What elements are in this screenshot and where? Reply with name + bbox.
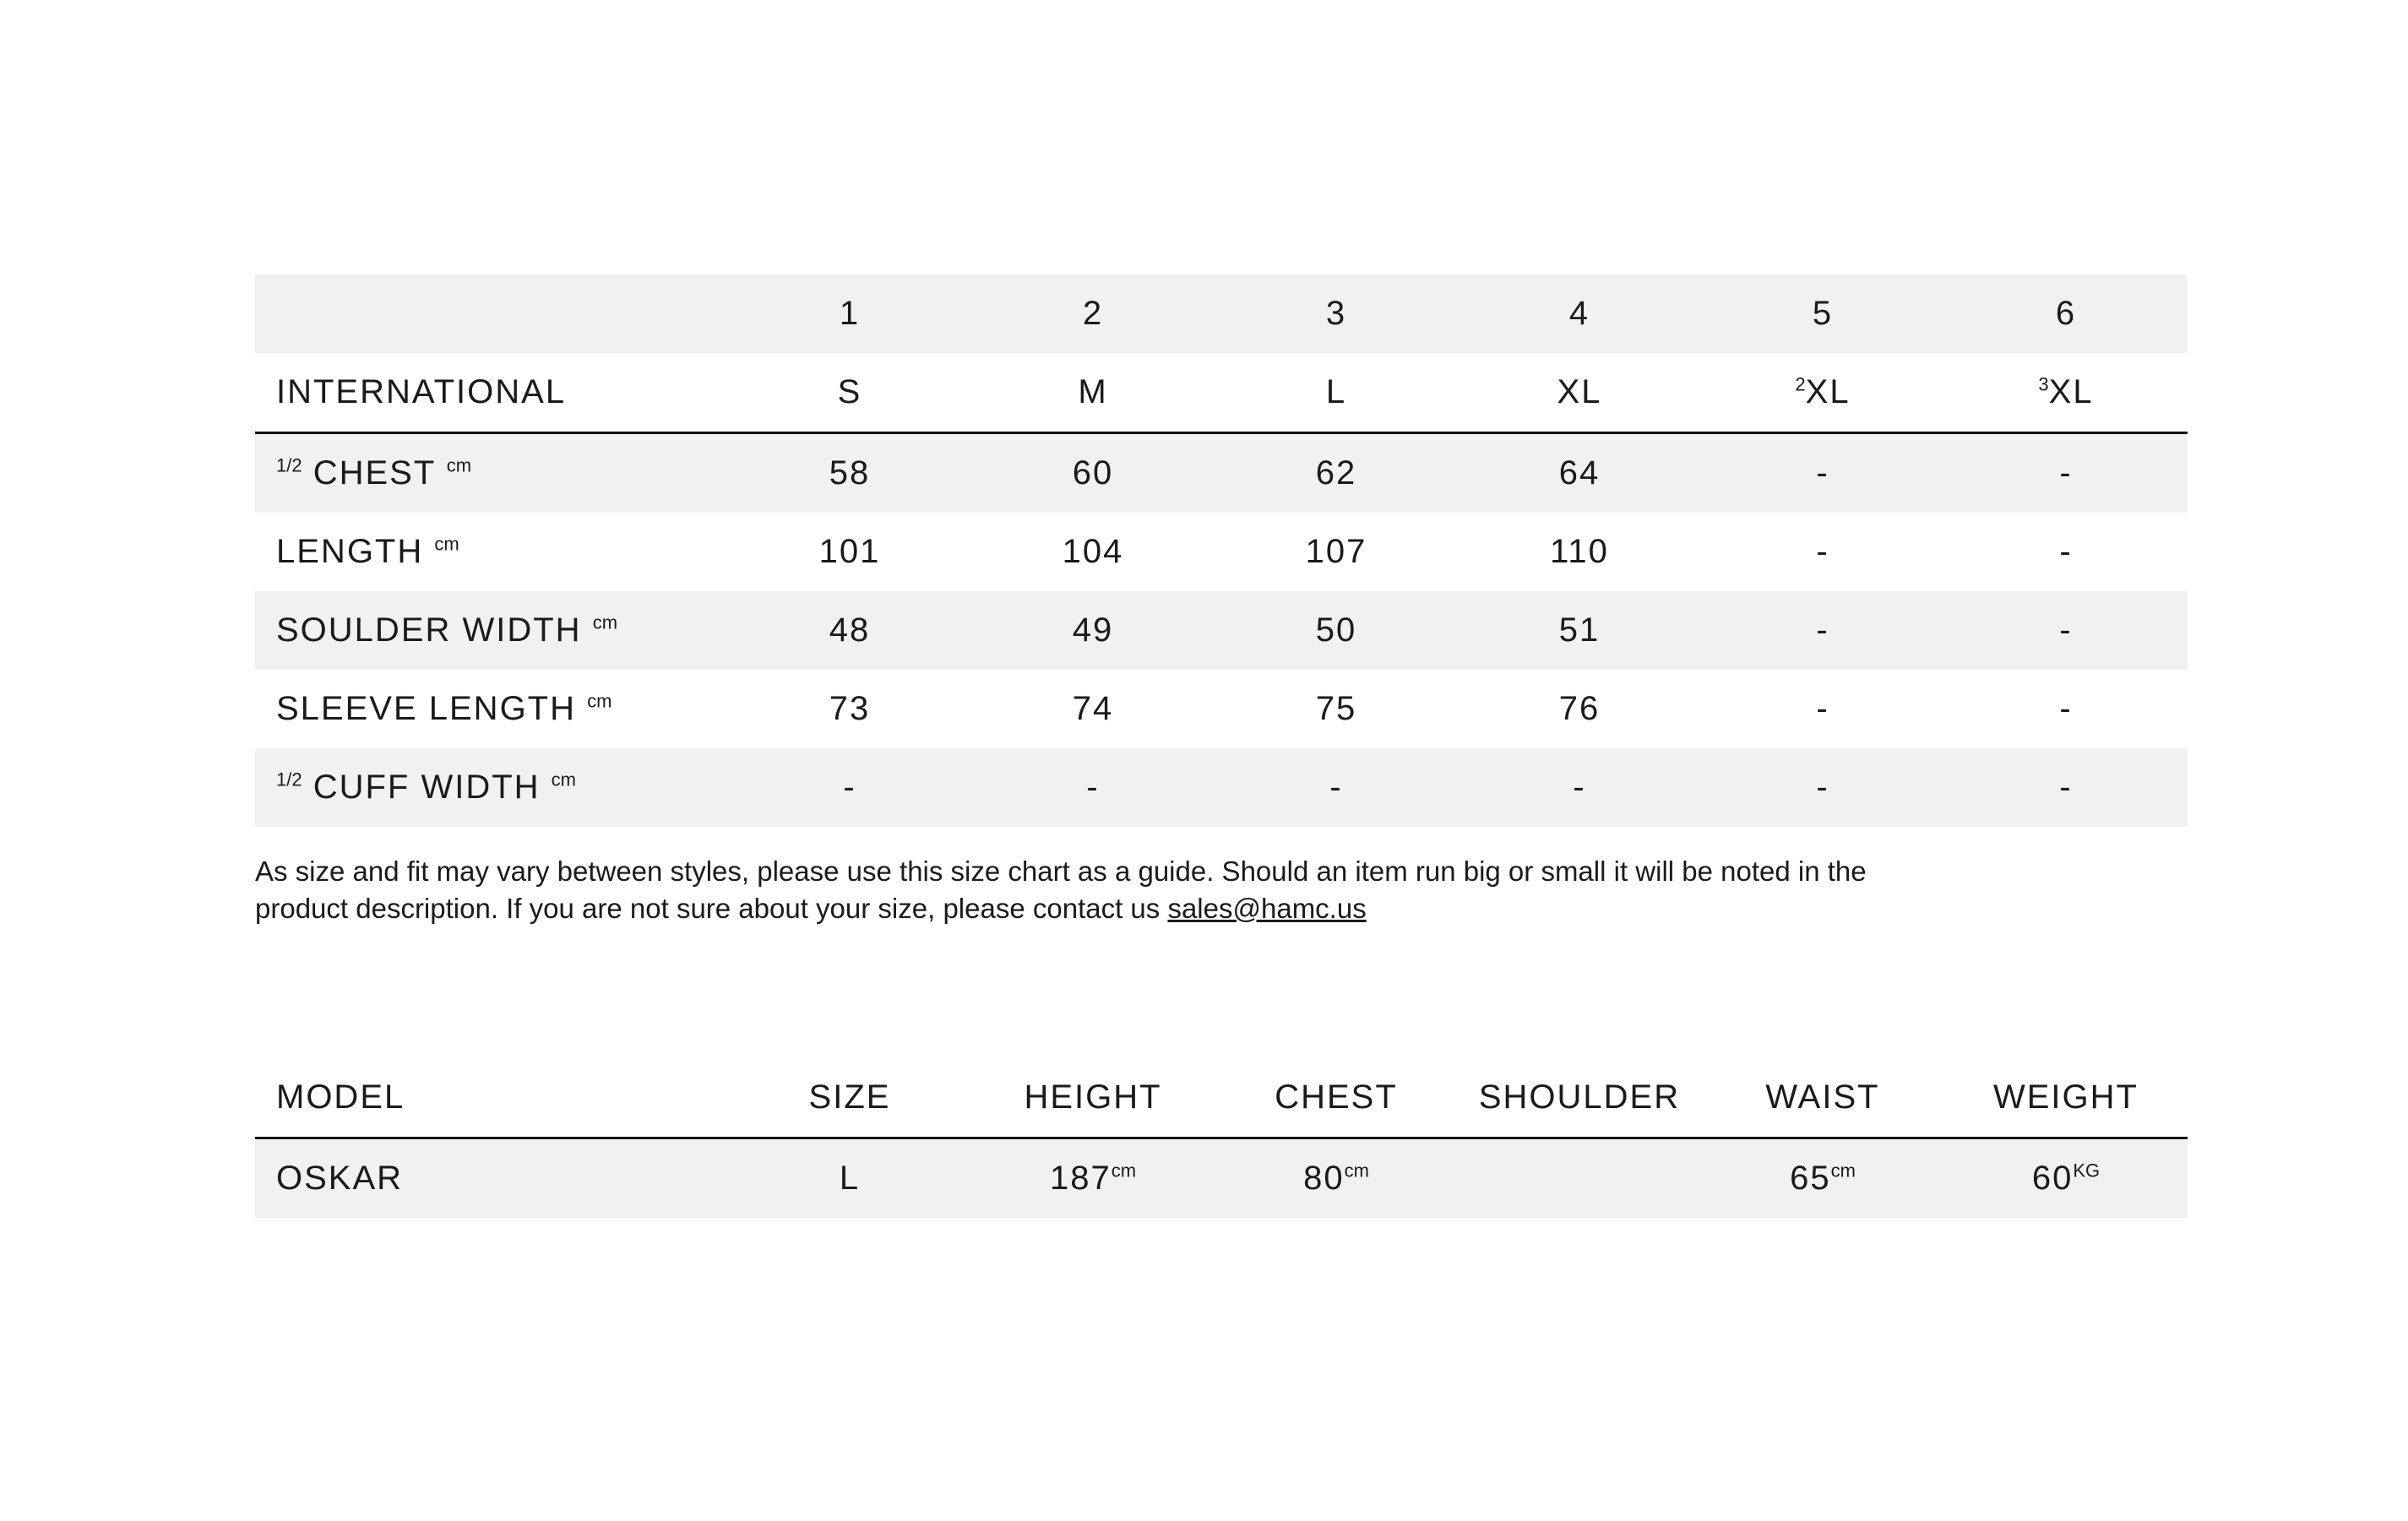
measurement-value: - bbox=[1944, 748, 2188, 827]
international-size bbox=[728, 353, 971, 433]
size-number-corner bbox=[255, 274, 728, 353]
measurement-name: SLEEVE LENGTH bbox=[276, 690, 577, 727]
model-value bbox=[1701, 1138, 1944, 1219]
model-value-unit: KG bbox=[2073, 1160, 2101, 1181]
model-value bbox=[728, 1138, 971, 1219]
measurement-unit: cm bbox=[587, 690, 612, 712]
measurement-value: 107 bbox=[1305, 533, 1367, 570]
measurement-value: - bbox=[1944, 591, 2188, 670]
measurement-value: 74 bbox=[1072, 690, 1114, 727]
measurement-prefix: 1/2 bbox=[276, 769, 302, 790]
measurement-value: 73 bbox=[829, 690, 871, 727]
measurement-unit: cm bbox=[434, 533, 459, 555]
measurement-unit: cm bbox=[551, 769, 576, 790]
model-data-row bbox=[255, 1138, 2188, 1219]
measurement-row-cuff-width bbox=[255, 748, 2188, 827]
measurement-value: 75 bbox=[1315, 690, 1357, 727]
measurement-value: 101 bbox=[818, 533, 881, 570]
measurement-value: 50 bbox=[1215, 591, 1458, 670]
measurement-label bbox=[255, 433, 728, 513]
measurement-value: - bbox=[1458, 748, 1701, 827]
measurement-name: SOULDER WIDTH bbox=[276, 611, 582, 649]
size-number: 3 bbox=[1215, 274, 1458, 353]
sales-email-link[interactable]: sales@hamc.us bbox=[1167, 893, 1367, 924]
measurement-value: 64 bbox=[1458, 433, 1701, 513]
model-value-text: 80 bbox=[1303, 1160, 1345, 1197]
measurement-prefix: 1/2 bbox=[276, 454, 302, 476]
model-value-text: 60 bbox=[2031, 1160, 2074, 1197]
measurement-value: - bbox=[1215, 748, 1458, 827]
note-line-2 bbox=[255, 890, 1944, 927]
measurement-row-shoulder-width bbox=[255, 591, 2188, 670]
international-size bbox=[1458, 353, 1701, 433]
measurement-unit: cm bbox=[592, 611, 618, 633]
measurement-value: - bbox=[1701, 433, 1944, 513]
measurement-row-chest bbox=[255, 433, 2188, 513]
measurement-label bbox=[255, 670, 728, 748]
measurement-value: - bbox=[1701, 748, 1944, 827]
measurement-value: - bbox=[2059, 533, 2073, 570]
model-info-table bbox=[255, 1058, 2188, 1218]
model-header: SHOULDER bbox=[1458, 1058, 1701, 1138]
measurement-value: - bbox=[1816, 533, 1829, 570]
measurement-value: - bbox=[728, 748, 971, 827]
size-prefix: 3 bbox=[2038, 373, 2049, 395]
model-value-unit: cm bbox=[1830, 1160, 1856, 1181]
measurement-value: - bbox=[1816, 690, 1829, 727]
size-prefix: 2 bbox=[1795, 373, 1806, 395]
size-letter: M bbox=[1078, 373, 1108, 410]
model-header: HEIGHT bbox=[971, 1058, 1215, 1138]
measurement-value: 58 bbox=[728, 433, 971, 513]
measurement-value: - bbox=[1944, 433, 2188, 513]
note-line-2-text: product description. If you are not sure about your size, please contact us bbox=[255, 893, 1168, 924]
model-value bbox=[971, 1138, 1215, 1219]
model-header: WEIGHT bbox=[1944, 1058, 2188, 1138]
measurement-name: LENGTH bbox=[276, 533, 424, 570]
measurement-value: 76 bbox=[1558, 690, 1601, 727]
model-value-text: 65 bbox=[1790, 1160, 1831, 1197]
model-value-text: L bbox=[839, 1160, 861, 1197]
model-value-text: 187 bbox=[1049, 1160, 1112, 1197]
measurement-name: CHEST bbox=[313, 454, 436, 492]
size-number: 6 bbox=[1944, 274, 2188, 353]
model-header: WAIST bbox=[1701, 1058, 1944, 1138]
model-value-text: OSKAR bbox=[276, 1160, 404, 1197]
measurement-value: 104 bbox=[1062, 533, 1124, 570]
measurement-value: - bbox=[1701, 591, 1944, 670]
measurement-row-length bbox=[255, 513, 2188, 591]
measurement-value: 60 bbox=[971, 433, 1215, 513]
measurement-value: 51 bbox=[1458, 591, 1701, 670]
international-size bbox=[1215, 353, 1458, 433]
size-letter: XL bbox=[1805, 373, 1851, 410]
model-header-row bbox=[255, 1058, 2188, 1138]
model-value bbox=[1458, 1138, 1701, 1219]
measurement-value: 48 bbox=[728, 591, 971, 670]
size-number-row bbox=[255, 274, 2188, 353]
measurement-unit: cm bbox=[446, 454, 472, 476]
model-header: SIZE bbox=[728, 1058, 971, 1138]
size-number: 2 bbox=[971, 274, 1215, 353]
measurement-row-sleeve-length bbox=[255, 670, 2188, 748]
size-chart-table bbox=[255, 274, 2188, 827]
size-letter: S bbox=[837, 373, 862, 410]
size-guide-note bbox=[255, 853, 1944, 927]
measurement-value: 110 bbox=[1550, 533, 1609, 570]
measurement-value: - bbox=[971, 748, 1215, 827]
measurement-label bbox=[255, 748, 728, 827]
note-line-1: As size and fit may vary between styles, please use this size chart as a guide. Should an item run big or small it will be noted in the bbox=[255, 856, 1867, 887]
international-size-row bbox=[255, 353, 2188, 433]
model-value bbox=[1944, 1138, 2188, 1219]
model-header: MODEL bbox=[255, 1058, 728, 1138]
size-number: 1 bbox=[728, 274, 971, 353]
model-value bbox=[1215, 1138, 1458, 1219]
size-letter: XL bbox=[2048, 373, 2094, 410]
measurement-value: 62 bbox=[1215, 433, 1458, 513]
size-letter: L bbox=[1325, 373, 1347, 410]
model-header: CHEST bbox=[1215, 1058, 1458, 1138]
size-letter: XL bbox=[1557, 373, 1602, 410]
international-size bbox=[1944, 353, 2188, 433]
international-size bbox=[1701, 353, 1944, 433]
measurement-label bbox=[255, 513, 728, 591]
model-value-unit: cm bbox=[1344, 1160, 1369, 1181]
measurement-value: 49 bbox=[971, 591, 1215, 670]
model-value bbox=[255, 1138, 728, 1219]
measurement-value: - bbox=[2059, 690, 2073, 727]
international-size bbox=[971, 353, 1215, 433]
measurement-label bbox=[255, 591, 728, 670]
model-value-unit: cm bbox=[1111, 1160, 1137, 1181]
size-number: 5 bbox=[1701, 274, 1944, 353]
measurement-name: CUFF WIDTH bbox=[313, 769, 541, 806]
size-number: 4 bbox=[1458, 274, 1701, 353]
international-label: INTERNATIONAL bbox=[255, 353, 728, 433]
